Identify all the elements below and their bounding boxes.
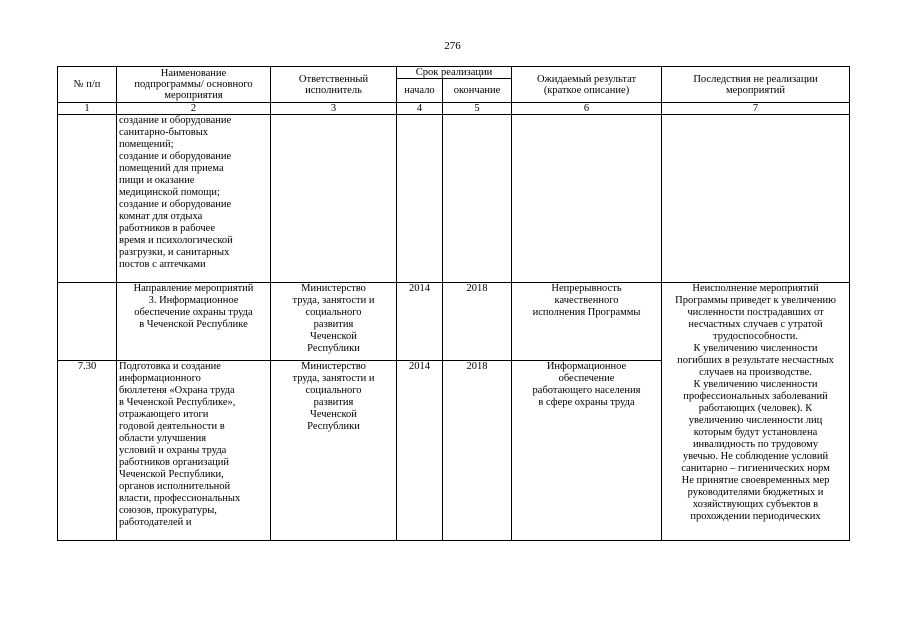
header-end: окончание [443,79,512,103]
column-number-row [58,103,850,115]
column-number: 2 [117,103,271,115]
row-result [512,115,662,283]
row-executor: Министерство труда, занятости и социального развития Чеченской Республики [271,361,397,541]
header-period: Срок реализации [397,67,512,79]
row-executor [271,115,397,283]
header-num: № п/п [58,67,117,103]
column-number: 3 [271,103,397,115]
row-result: Информационное обеспечение работающего населения в сфере охраны труда [512,361,662,541]
row-start: 2014 [397,361,443,541]
row-start: 2014 [397,283,443,361]
row-end: 2018 [443,283,512,361]
program-table [57,66,850,541]
column-number: 5 [443,103,512,115]
row-num: 7.30 [58,361,117,541]
row-consequence-cell [662,283,850,541]
row-consequence: Неисполнение мероприятий Программы приведет к увеличению численности пострадавших от несчастных случаев с утратой трудоспособности. К увеличению численности погибших в результате несчастных случаев на производстве. К увеличению численности профессиональных заболеваний работающих (человек). К увеличению численности лиц которым будут установлена инвалидность по трудовому увечью. Не соблюдение условий санитарно – гигиенических норм Не принятие своевременных мер руководителями бюджетных и хозяйствующих субъектов в прохождении периодических [675,283,836,522]
row-num [58,283,117,361]
column-number: 4 [397,103,443,115]
row-name: Направление мероприятий 3. Информационное обеспечение охраны труда в Чеченской Республике [117,283,271,361]
row-end [443,115,512,283]
row-consequence [662,115,850,283]
row-end: 2018 [443,361,512,541]
header-start: начало [397,79,443,103]
header-executor: Ответственный исполнитель [271,67,397,103]
row-start [397,115,443,283]
row-name: Подготовка и создание информационного бюллетеня «Охрана труда в Чеченской Республике», отражающего итоги годовой деятельности в области улучшения условий и охраны труда работников организаций Чеченской Республики, органов исполнительной власти, профессиональных союзов, прокуратуры, работодателей и [117,361,271,541]
page-number: 276 [444,40,461,52]
header-consequences: Последствия не реализации мероприятий [662,67,850,103]
header-result: Ожидаемый результат (краткое описание) [512,67,662,103]
header-name: Наименование подпрограммы/ основного мероприятия [117,67,271,103]
row-name: создание и оборудование санитарно-бытовых помещений; создание и оборудование помещений для приема пищи и оказание медицинской помощи; создание и оборудование комнат для отдыха работников в рабочее время и психологической разгрузки, и санитарных постов с аптечками [117,115,271,283]
row-executor: Министерство труда, занятости и социального развития Чеченской Республики [271,283,397,361]
column-number: 6 [512,103,662,115]
row-result: Непрерывность качественного исполнения Программы [512,283,662,361]
table-row [58,115,850,283]
column-number: 7 [662,103,850,115]
column-number: 1 [58,103,117,115]
row-num [58,115,117,283]
table-row [58,283,850,361]
